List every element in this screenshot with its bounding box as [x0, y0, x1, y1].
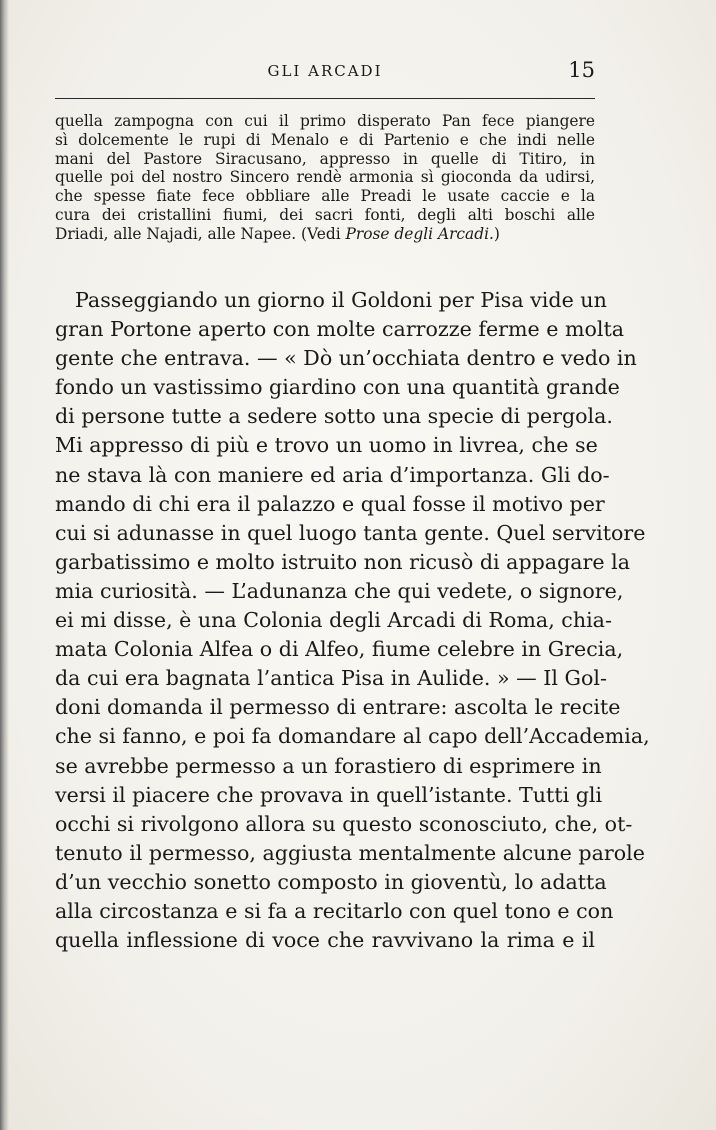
- body-line: doni domanda il permesso di entrare: ascolta le recite: [55, 695, 621, 720]
- body-line: Mi appresso di più e trovo un uomo in livrea, che se: [55, 433, 598, 458]
- body-line: quella inflessione di voce che ravvivano la rima e il: [55, 928, 595, 953]
- note-citation-title: Prose degli Arcadi.: [345, 224, 494, 243]
- body-line: ne stava là con maniere ed aria d’importanza. Gli do-: [55, 462, 610, 487]
- note-line: quelle poi del nostro Sincero rendè armonia sì gioconda da udirsi,: [55, 168, 595, 187]
- body-line: mia curiosità. — L’adunanza che qui vedete, o signore,: [55, 578, 624, 603]
- body-line: occhi si rivolgono allora su questo sconosciuto, che, ot-: [55, 811, 633, 836]
- body-line: Passeggiando un giorno il Goldoni per Pisa vide un: [75, 288, 607, 312]
- page-gutter-shadow: [0, 0, 9, 1130]
- body-line: mando di chi era il palazzo e qual fosse il motivo per: [55, 491, 605, 516]
- body-text: [55, 286, 650, 955]
- note-last-end: ): [493, 224, 500, 243]
- body-line: se avrebbe permesso a un forastiero di esprimere in: [55, 753, 602, 778]
- body-line: cui si adunasse in quel luogo tanta gente. Quel servitore: [55, 520, 646, 545]
- body-line: versi il piacere che provava in quell’istante. Tutti gli: [55, 782, 603, 807]
- note-line: che spesse fiate fece obbliare alle Preadi le usate caccie e la: [55, 187, 595, 206]
- body-line: che si fanno, e poi fa domandare al capo dell’Accademia,: [55, 724, 650, 749]
- body-line: gente che entrava. — « Dò un’occhiata dentro e vedo in: [55, 346, 637, 371]
- body-line: ei mi disse, è una Colonia degli Arcadi di Roma, chia-: [55, 608, 612, 633]
- body-line: tenuto il permesso, aggiusta mentalmente alcune parole: [55, 840, 645, 865]
- running-title: GLI ARCADI: [267, 62, 383, 80]
- note-line: cura dei cristallini fiumi, dei sacri fonti, degli alti boschi alle: [55, 205, 595, 224]
- note-line: sì dolcemente le rupi di Menalo e di Partenio e che indi nelle: [55, 130, 595, 149]
- body-line: gran Portone aperto con molte carrozze ferme e molta: [55, 317, 625, 342]
- body-line: d’un vecchio sonetto composto in gioventù, lo adatta: [55, 869, 607, 894]
- body-line: alla circostanza e si fa a recitarlo con quel tono e con: [55, 898, 614, 923]
- page-number: 15: [568, 58, 595, 82]
- body-line: fondo un vastissimo giardino con una quantità grande: [55, 375, 620, 400]
- header-rule: [55, 98, 595, 99]
- running-head: [55, 58, 595, 86]
- body-line: di persone tutte a sedere sotto una specie di pergola.: [55, 404, 613, 429]
- body-line: mata Colonia Alfea o di Alfeo, fiume celebre in Grecia,: [55, 637, 624, 662]
- body-line: garbatissimo e molto istruito non ricusò di appagare la: [55, 549, 630, 574]
- note-line: quella zampogna con cui il primo disperato Pan fece piangere: [55, 112, 595, 130]
- note-line-last: [55, 225, 595, 244]
- note-line: mani del Pastore Siracusano, appresso in quelle di Titiro, in: [55, 149, 595, 168]
- footnote-block: [55, 112, 595, 244]
- body-line: da cui era bagnata l’antica Pisa in Aulide. » — Il Gol-: [55, 666, 607, 691]
- note-last-start: Driadi, alle Najadi, alle Napee. (Vedi: [55, 224, 346, 243]
